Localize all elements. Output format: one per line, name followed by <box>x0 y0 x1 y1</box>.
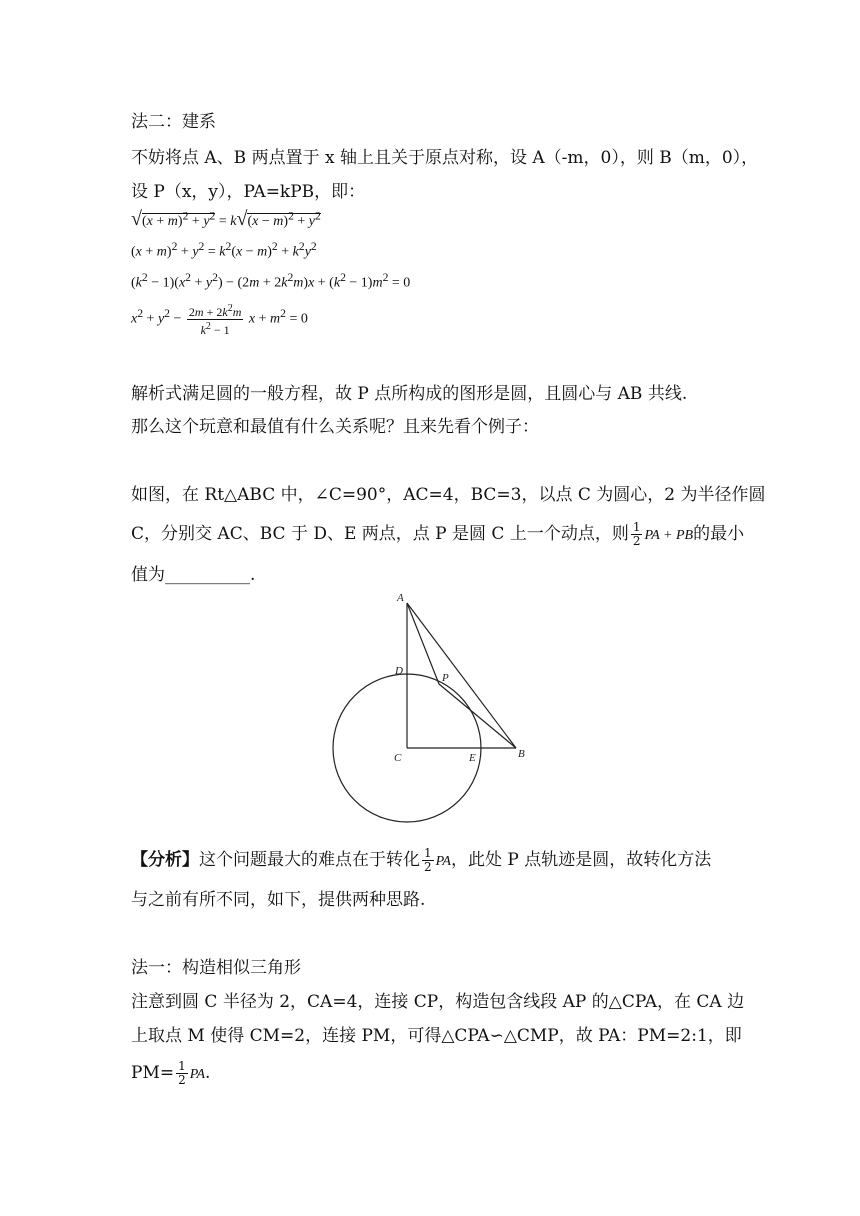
section-title-method2: 法二：建系 <box>131 112 216 132</box>
label-b: B <box>518 748 525 760</box>
segment-pb <box>439 684 516 748</box>
method1-line: PM= $\frac{1}{2}$ PA. <box>131 1059 211 1087</box>
paragraph-line: 设 P（x，y），PA=kPB，即： <box>131 182 366 202</box>
label-p: P <box>442 672 449 684</box>
example-line: 如图，在 Rt△ABC 中，∠C=90°，AC=4，BC=3，以点 C 为圆心，2 为半径作圆 <box>131 485 766 505</box>
label-e: E <box>469 752 476 764</box>
label-c: C <box>394 752 402 764</box>
example-line: 值为__________. <box>131 565 256 585</box>
equation-2: $(x + m)^2 + y^2 = k^2(x - m)^2 + k^2y^2$ <box>131 240 317 260</box>
paragraph-line: 解析式满足圆的一般方程，故 P 点所构成的图形是圆，且圆心与 AB 共线. <box>131 384 688 404</box>
label-a: A <box>397 592 404 604</box>
paragraph-line: 不妨将点 A、B 两点置于 x 轴上且关于原点对称，设 A（-m，0），则 B（m，0）， <box>131 148 759 168</box>
label-d: D <box>395 665 403 677</box>
paragraph-line: 那么这个玩意和最值有什么关系呢？且来先看个例子： <box>131 417 539 437</box>
equation-3: $(k^2 - 1)(x^2 + y^2) - (2m + 2k^2m)x + (k^2 - 1)m^2 = 0$ <box>131 271 411 291</box>
section-title-method1: 法一：构造相似三角形 <box>131 958 301 978</box>
equation-1: $√(x + m)^2 + y^2 = k√(x - m)^2 + y^2$ <box>131 208 321 230</box>
analysis-line: 【分析】这个问题最大的难点在于转化 $\frac{1}{2}$ PA，此处 P 点轨迹是圆，故转化方法 <box>131 846 712 874</box>
method1-line: 注意到圆 C 半径为 2，CA=4，连接 CP，构造包含线段 AP 的△CPA，在 CA 边 <box>131 992 745 1012</box>
analysis-line: 与之前有所不同，如下，提供两种思路. <box>131 890 426 910</box>
geometry-figure <box>325 588 540 828</box>
segment-ap <box>407 603 439 684</box>
method1-line: 上取点 M 使得 CM=2，连接 PM，可得△CPA∽△CMP，故 PA：PM=2:1，即 <box>131 1026 742 1046</box>
equation-4: $x^2 + y^2$ − $\frac{2m + 2k^2m}{k^2 - 1}$ $x + m^2 = 0$ <box>131 303 308 337</box>
analysis-tag: 【分析】 <box>131 850 199 870</box>
example-line: C，分别交 AC、BC 于 D、E 两点，点 P 是圆 C 上一个动点，则 $\frac{1}{2}$ PA + PB的最小 <box>131 520 745 548</box>
